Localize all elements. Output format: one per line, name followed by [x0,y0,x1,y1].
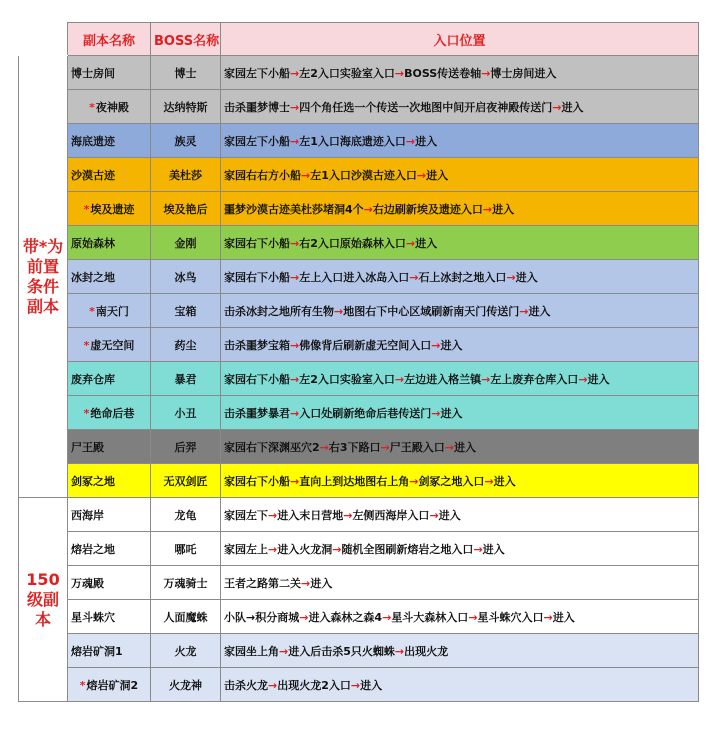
arrow-right-icon: → [343,508,353,522]
entry-location-cell [221,90,699,124]
boss-name-cell: 宝箱 [151,294,221,328]
arrow-right-icon: → [578,372,588,386]
entry-step: 进入 [310,576,333,590]
arrow-right-icon: → [481,372,491,386]
arrow-right-icon: → [268,678,278,692]
header-blank-cell [19,23,68,56]
entry-step: 噩梦沙漠古迹美杜莎堵洞4个 [224,202,364,216]
table-row [19,498,699,532]
arrow-right-icon: → [299,610,309,624]
entry-step: 进入 [360,678,383,692]
entry-step: 进入 [453,440,476,454]
entry-step: 家园左下小船 [224,66,290,80]
dungeon-name: 熔岩矿洞2 [86,678,139,692]
arrow-right-icon: → [334,304,344,318]
entry-step: 出现火龙2入口 [277,678,351,692]
header-entry-location: 入口位置 [221,23,699,56]
dungeon-table [18,22,699,702]
arrow-right-icon: → [394,644,405,658]
prerequisite-star-icon: * [89,304,95,318]
table-row [19,668,699,702]
dungeon-name: 尸王殿 [71,440,104,454]
table-row [19,430,699,464]
arrow-right-icon: → [268,542,278,556]
entry-location-cell [221,294,699,328]
entry-step: 石上冰封之地入口 [418,270,507,284]
entry-step: 家园右下小船 [224,236,290,250]
entry-location-cell [221,158,699,192]
arrow-right-icon: → [290,134,300,148]
entry-step: 星斗蛛穴入口 [477,610,544,624]
arrow-right-icon: → [332,542,342,556]
table-row [19,158,699,192]
entry-step: 地图右下中心区域刷新南天门传送门 [343,304,520,318]
entry-step: BOSS传送卷轴 [404,66,482,80]
dungeon-name-cell [68,158,151,192]
boss-name-cell: 药尘 [151,328,221,362]
entry-location-cell [221,124,699,158]
entry-location-cell [221,600,699,634]
entry-step: 进入 [415,236,438,250]
arrow-right-icon: → [350,678,361,692]
boss-name-cell: 金刚 [151,226,221,260]
dungeon-name-cell [68,90,151,124]
entry-step: 家园右右方小船 [224,168,301,182]
entry-step: 佛像背后刷新虚无空间入口 [299,338,432,352]
entry-location-cell [221,464,699,498]
entry-step: 出现火龙 [404,644,449,658]
boss-name-cell: 万魂骑士 [151,566,221,600]
arrow-right-icon: → [409,474,419,488]
prerequisite-star-icon: * [83,406,90,420]
boss-name-cell: 火龙 [151,634,221,668]
group-label-prerequisite: 带*为前置条件副本 [19,56,68,498]
entry-location-cell [221,634,699,668]
entry-step: 家园坐上角 [224,644,279,658]
table-row [19,600,699,634]
entry-step: 进入 [492,202,515,216]
arrow-right-icon: → [363,202,373,216]
arrow-right-icon: → [290,236,300,250]
entry-step: 随机全图刷新熔岩之地入口 [341,542,474,556]
entry-step: 左2入口实验室入口 [299,66,395,80]
entry-step: 进入 [552,610,575,624]
table-header [19,23,699,56]
entry-location-cell [221,226,699,260]
dungeon-name-cell [68,260,151,294]
dungeon-name: 夜神殿 [95,100,129,114]
entry-step: 击杀噩梦宝箱 [224,338,290,352]
arrow-right-icon: → [431,338,441,352]
entry-step: 剑冢之地入口 [418,474,485,488]
entry-step: 家园左上 [224,542,268,556]
entry-location-cell [221,192,699,226]
entry-step: 击杀噩梦暴君 [224,406,290,420]
entry-step: 击杀火龙 [224,678,268,692]
boss-name-cell: 火龙神 [151,668,221,702]
arrow-right-icon: → [290,66,300,80]
dungeon-name-cell [68,124,151,158]
dungeon-name: 博士房间 [71,66,115,80]
entry-location-cell [221,430,699,464]
arrow-right-icon: → [380,440,390,454]
entry-location-cell [221,260,699,294]
prerequisite-star-icon: * [83,202,90,216]
arrow-right-icon: → [394,66,405,80]
arrow-right-icon: → [431,406,441,420]
boss-name-cell: 哪吒 [151,532,221,566]
arrow-right-icon: → [409,270,419,284]
entry-step: 家园右下小船 [224,474,290,488]
entry-step: 星斗大森林入口 [391,610,469,624]
entry-location-cell [221,668,699,702]
entry-step: 击杀冰封之地所有生物 [224,304,334,318]
entry-step: 家园左下小船 [224,134,290,148]
arrow-right-icon: → [382,610,392,624]
arrow-right-icon: → [268,508,278,522]
entry-location-cell [221,362,699,396]
entry-step: 左2入口实验室入口 [299,372,395,386]
boss-name-cell: 龙龟 [151,498,221,532]
arrow-right-icon: → [484,474,494,488]
dungeon-name-cell [68,600,151,634]
arrow-right-icon: → [405,236,416,250]
boss-name-cell: 小丑 [151,396,221,430]
table-row [19,464,699,498]
arrow-right-icon: → [290,270,300,284]
dungeon-name-cell [68,362,151,396]
arrow-right-icon: → [405,134,416,148]
table-row [19,566,699,600]
entry-step: 进入 [482,542,505,556]
boss-name-cell: 暴君 [151,362,221,396]
entry-location-cell [221,56,699,90]
arrow-right-icon: → [301,576,311,590]
arrow-right-icon: → [290,100,300,114]
boss-name-cell: 人面魔蛛 [151,600,221,634]
dungeon-name-cell [68,634,151,668]
dungeon-name: 星斗蛛穴 [71,610,115,624]
prerequisite-star-icon: * [89,100,95,114]
dungeon-name-cell [68,566,151,600]
entry-step: 进入末日营地 [277,508,344,522]
boss-name-cell: 博士 [151,56,221,90]
arrow-right-icon: → [482,202,493,216]
header-boss-name: BOSS名称 [151,23,221,56]
entry-step: 进入火龙洞 [277,542,333,556]
dungeon-name-cell [68,294,151,328]
dungeon-name: 原始森林 [71,236,115,250]
entry-step: 进入 [415,134,438,148]
entry-step: 入口处刷新绝命后巷传送门 [299,406,432,420]
table-row [19,294,699,328]
boss-name-cell: 埃及艳后 [151,192,221,226]
header-dungeon-name: 副本名称 [68,23,151,56]
dungeon-name: 冰封之地 [71,270,115,284]
dungeon-name-cell [68,328,151,362]
boss-name-cell: 后羿 [151,430,221,464]
arrow-right-icon: → [279,644,289,658]
entry-step: 进入后击杀5只火蜘蛛 [288,644,395,658]
entry-location-cell [221,328,699,362]
entry-step: 直向上到达地图右上角 [299,474,410,488]
entry-step: 进入 [528,304,551,318]
boss-name-cell: 达纳特斯 [151,90,221,124]
table-row [19,634,699,668]
dungeon-name-cell [68,226,151,260]
entry-step: 左1入口海底遗迹入口 [299,134,406,148]
arrow-right-icon: → [506,270,516,284]
boss-name-cell: 族灵 [151,124,221,158]
entry-location-cell [221,566,699,600]
dungeon-name: 剑冢之地 [71,474,115,488]
entry-step: 左侧西海岸入口 [352,508,430,522]
entry-location-cell [221,498,699,532]
entry-step: 进入 [587,372,610,386]
dungeon-name-cell [68,464,151,498]
dungeon-name-cell [68,56,151,90]
arrow-right-icon: → [473,542,483,556]
arrow-right-icon: → [429,508,439,522]
entry-step: 王者之路第二关 [224,576,301,590]
entry-step: 小队→积分商城 [224,610,300,624]
dungeon-name: 熔岩之地 [71,542,115,556]
boss-name-cell: 冰鸟 [151,260,221,294]
table-row [19,328,699,362]
entry-step: 进入 [440,406,463,420]
entry-location-cell [221,396,699,430]
arrow-right-icon: → [468,610,478,624]
table-row [19,124,699,158]
table-row [19,226,699,260]
entry-step: 家园右下小船 [224,372,290,386]
prerequisite-star-icon: * [79,678,86,692]
entry-step: 进入 [561,100,584,114]
dungeon-name: 废弃仓库 [71,372,115,386]
entry-step: 左边进入格兰镇 [404,372,482,386]
dungeon-name: 南天门 [95,304,129,318]
entry-step: 四个角任选一个传送一次地图中间开启夜神殿传送门 [299,100,553,114]
boss-name-cell: 美杜莎 [151,158,221,192]
arrow-right-icon: → [481,66,491,80]
entry-step: 左上废弃仓库入口 [490,372,579,386]
table-row [19,260,699,294]
table-row [19,90,699,124]
arrow-right-icon: → [519,304,529,318]
entry-step: 进入 [438,508,461,522]
table-row [19,362,699,396]
group-label-level-150: 150级副本 [19,498,68,702]
dungeon-name-cell [68,192,151,226]
arrow-right-icon: → [319,440,329,454]
boss-name-cell: 无双剑匠 [151,464,221,498]
prerequisite-star-icon: * [83,338,90,352]
arrow-right-icon: → [301,168,311,182]
entry-step: 击杀噩梦博士 [224,100,290,114]
dungeon-name: 万魂殿 [71,576,104,590]
dungeon-name: 西海岸 [71,508,104,522]
table-row [19,532,699,566]
dungeon-name: 埃及遗迹 [90,202,135,216]
entry-step: 进入 [493,474,516,488]
dungeon-name: 虚无空间 [90,338,135,352]
entry-step: 左1入口沙漠古迹入口 [310,168,417,182]
table-row [19,192,699,226]
dungeon-name-cell [68,498,151,532]
dungeon-name-cell [68,532,151,566]
entry-step: 进入 [440,338,463,352]
arrow-right-icon: → [290,406,300,420]
entry-step: 尸王殿入口 [389,440,445,454]
entry-step: 进入森林之森4 [308,610,383,624]
dungeon-name-cell [68,668,151,702]
entry-step: 右3下路口 [328,440,381,454]
dungeon-name: 沙漠古迹 [71,168,115,182]
entry-step: 进入 [426,168,449,182]
arrow-right-icon: → [290,372,300,386]
entry-step: 博士房间进入 [490,66,557,80]
arrow-right-icon: → [290,338,300,352]
arrow-right-icon: → [290,474,300,488]
entry-step: 右边刷新埃及遗迹入口 [372,202,483,216]
entry-step: 家园左下 [224,508,268,522]
arrow-right-icon: → [394,372,405,386]
arrow-right-icon: → [444,440,454,454]
table-row [19,56,699,90]
entry-step: 家园右下深渊巫穴2 [224,440,320,454]
arrow-right-icon: → [552,100,562,114]
dungeon-name-cell [68,430,151,464]
dungeon-name: 绝命后巷 [90,406,135,420]
entry-step: 家园右下小船 [224,270,290,284]
entry-step: 左上入口进入冰岛入口 [299,270,410,284]
entry-step: 进入 [515,270,538,284]
dungeon-name: 海底遗迹 [71,134,115,148]
dungeon-name: 熔岩矿洞1 [71,644,123,658]
arrow-right-icon: → [416,168,427,182]
entry-step: 右2入口原始森林入口 [299,236,406,250]
dungeon-name-cell [68,396,151,430]
entry-location-cell [221,532,699,566]
table-row [19,396,699,430]
arrow-right-icon: → [543,610,553,624]
